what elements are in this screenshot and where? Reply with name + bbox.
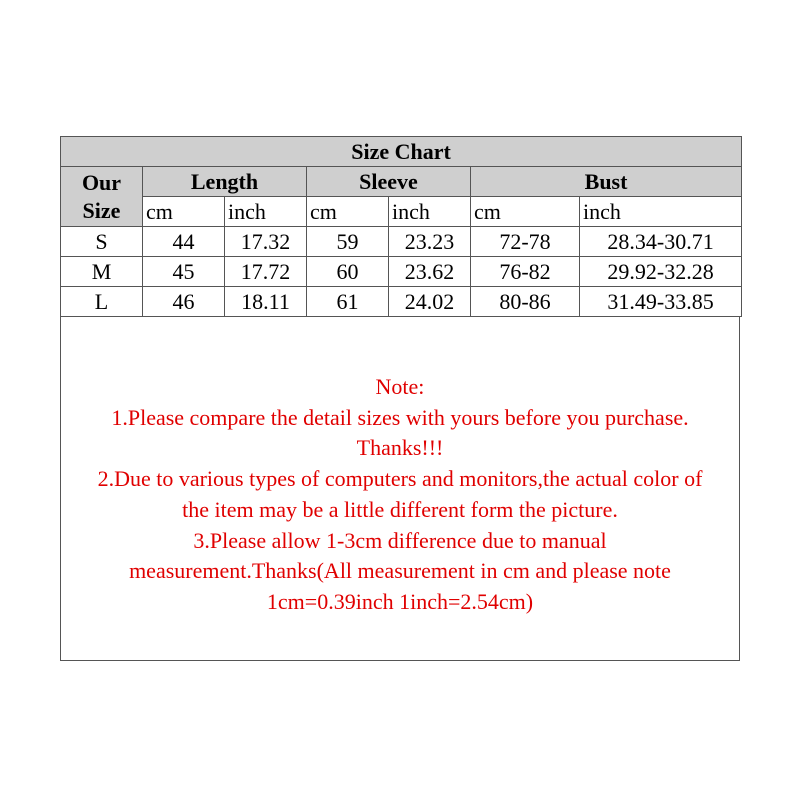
unit-cell: inch: [389, 197, 471, 227]
note-heading: Note:: [375, 374, 425, 399]
note-line: measurement.Thanks(All measurement in cm and please note: [129, 558, 671, 584]
data-cell: 29.92-32.28: [580, 257, 742, 287]
data-cell: 46: [143, 287, 225, 317]
unit-cell: cm: [471, 197, 580, 227]
bust-header: Bust: [471, 167, 742, 197]
length-header: Length: [143, 167, 307, 197]
group-header-row: [61, 167, 742, 197]
note-line: 1.Please compare the detail sizes with yours before you purchase.: [111, 404, 689, 430]
table-row: [61, 287, 742, 317]
data-cell: 17.32: [225, 227, 307, 257]
data-cell: 61: [307, 287, 389, 317]
sleeve-header: Sleeve: [307, 167, 471, 197]
data-cell: 23.23: [389, 227, 471, 257]
table-row: [61, 257, 742, 287]
data-cell: 72-78: [471, 227, 580, 257]
data-cell: 28.34-30.71: [580, 227, 742, 257]
data-cell: 59: [307, 227, 389, 257]
data-cell: 44: [143, 227, 225, 257]
note-line: 2.Due to various types of computers and monitors,the actual color of: [97, 466, 703, 492]
data-cell: 80-86: [471, 287, 580, 317]
note-line: 1cm=0.39inch 1inch=2.54cm): [266, 588, 534, 614]
data-cell: 23.62: [389, 257, 471, 287]
size-header-line2: Size: [82, 197, 121, 223]
data-cell: 18.11: [225, 287, 307, 317]
unit-header-row: [61, 197, 742, 227]
size-cell: L: [61, 287, 143, 317]
size-column-header: [61, 167, 143, 227]
note-line: 3.Please allow 1-3cm difference due to manual: [193, 527, 607, 553]
note-block: [62, 372, 738, 618]
unit-cell: cm: [307, 197, 389, 227]
table-row: [61, 227, 742, 257]
data-cell: 24.02: [389, 287, 471, 317]
chart-title: Size Chart: [61, 137, 742, 167]
note-line: the item may be a little different form the picture.: [182, 496, 618, 522]
data-cell: 45: [143, 257, 225, 287]
size-chart-table: [60, 136, 742, 317]
data-cell: 31.49-33.85: [580, 287, 742, 317]
size-cell: M: [61, 257, 143, 287]
data-cell: 60: [307, 257, 389, 287]
title-row: [61, 137, 742, 167]
unit-cell: inch: [225, 197, 307, 227]
note-line: Thanks!!!: [356, 435, 444, 461]
size-cell: S: [61, 227, 143, 257]
size-header-line1: Our: [81, 169, 122, 195]
unit-cell: cm: [143, 197, 225, 227]
unit-cell: inch: [580, 197, 742, 227]
data-cell: 76-82: [471, 257, 580, 287]
data-cell: 17.72: [225, 257, 307, 287]
